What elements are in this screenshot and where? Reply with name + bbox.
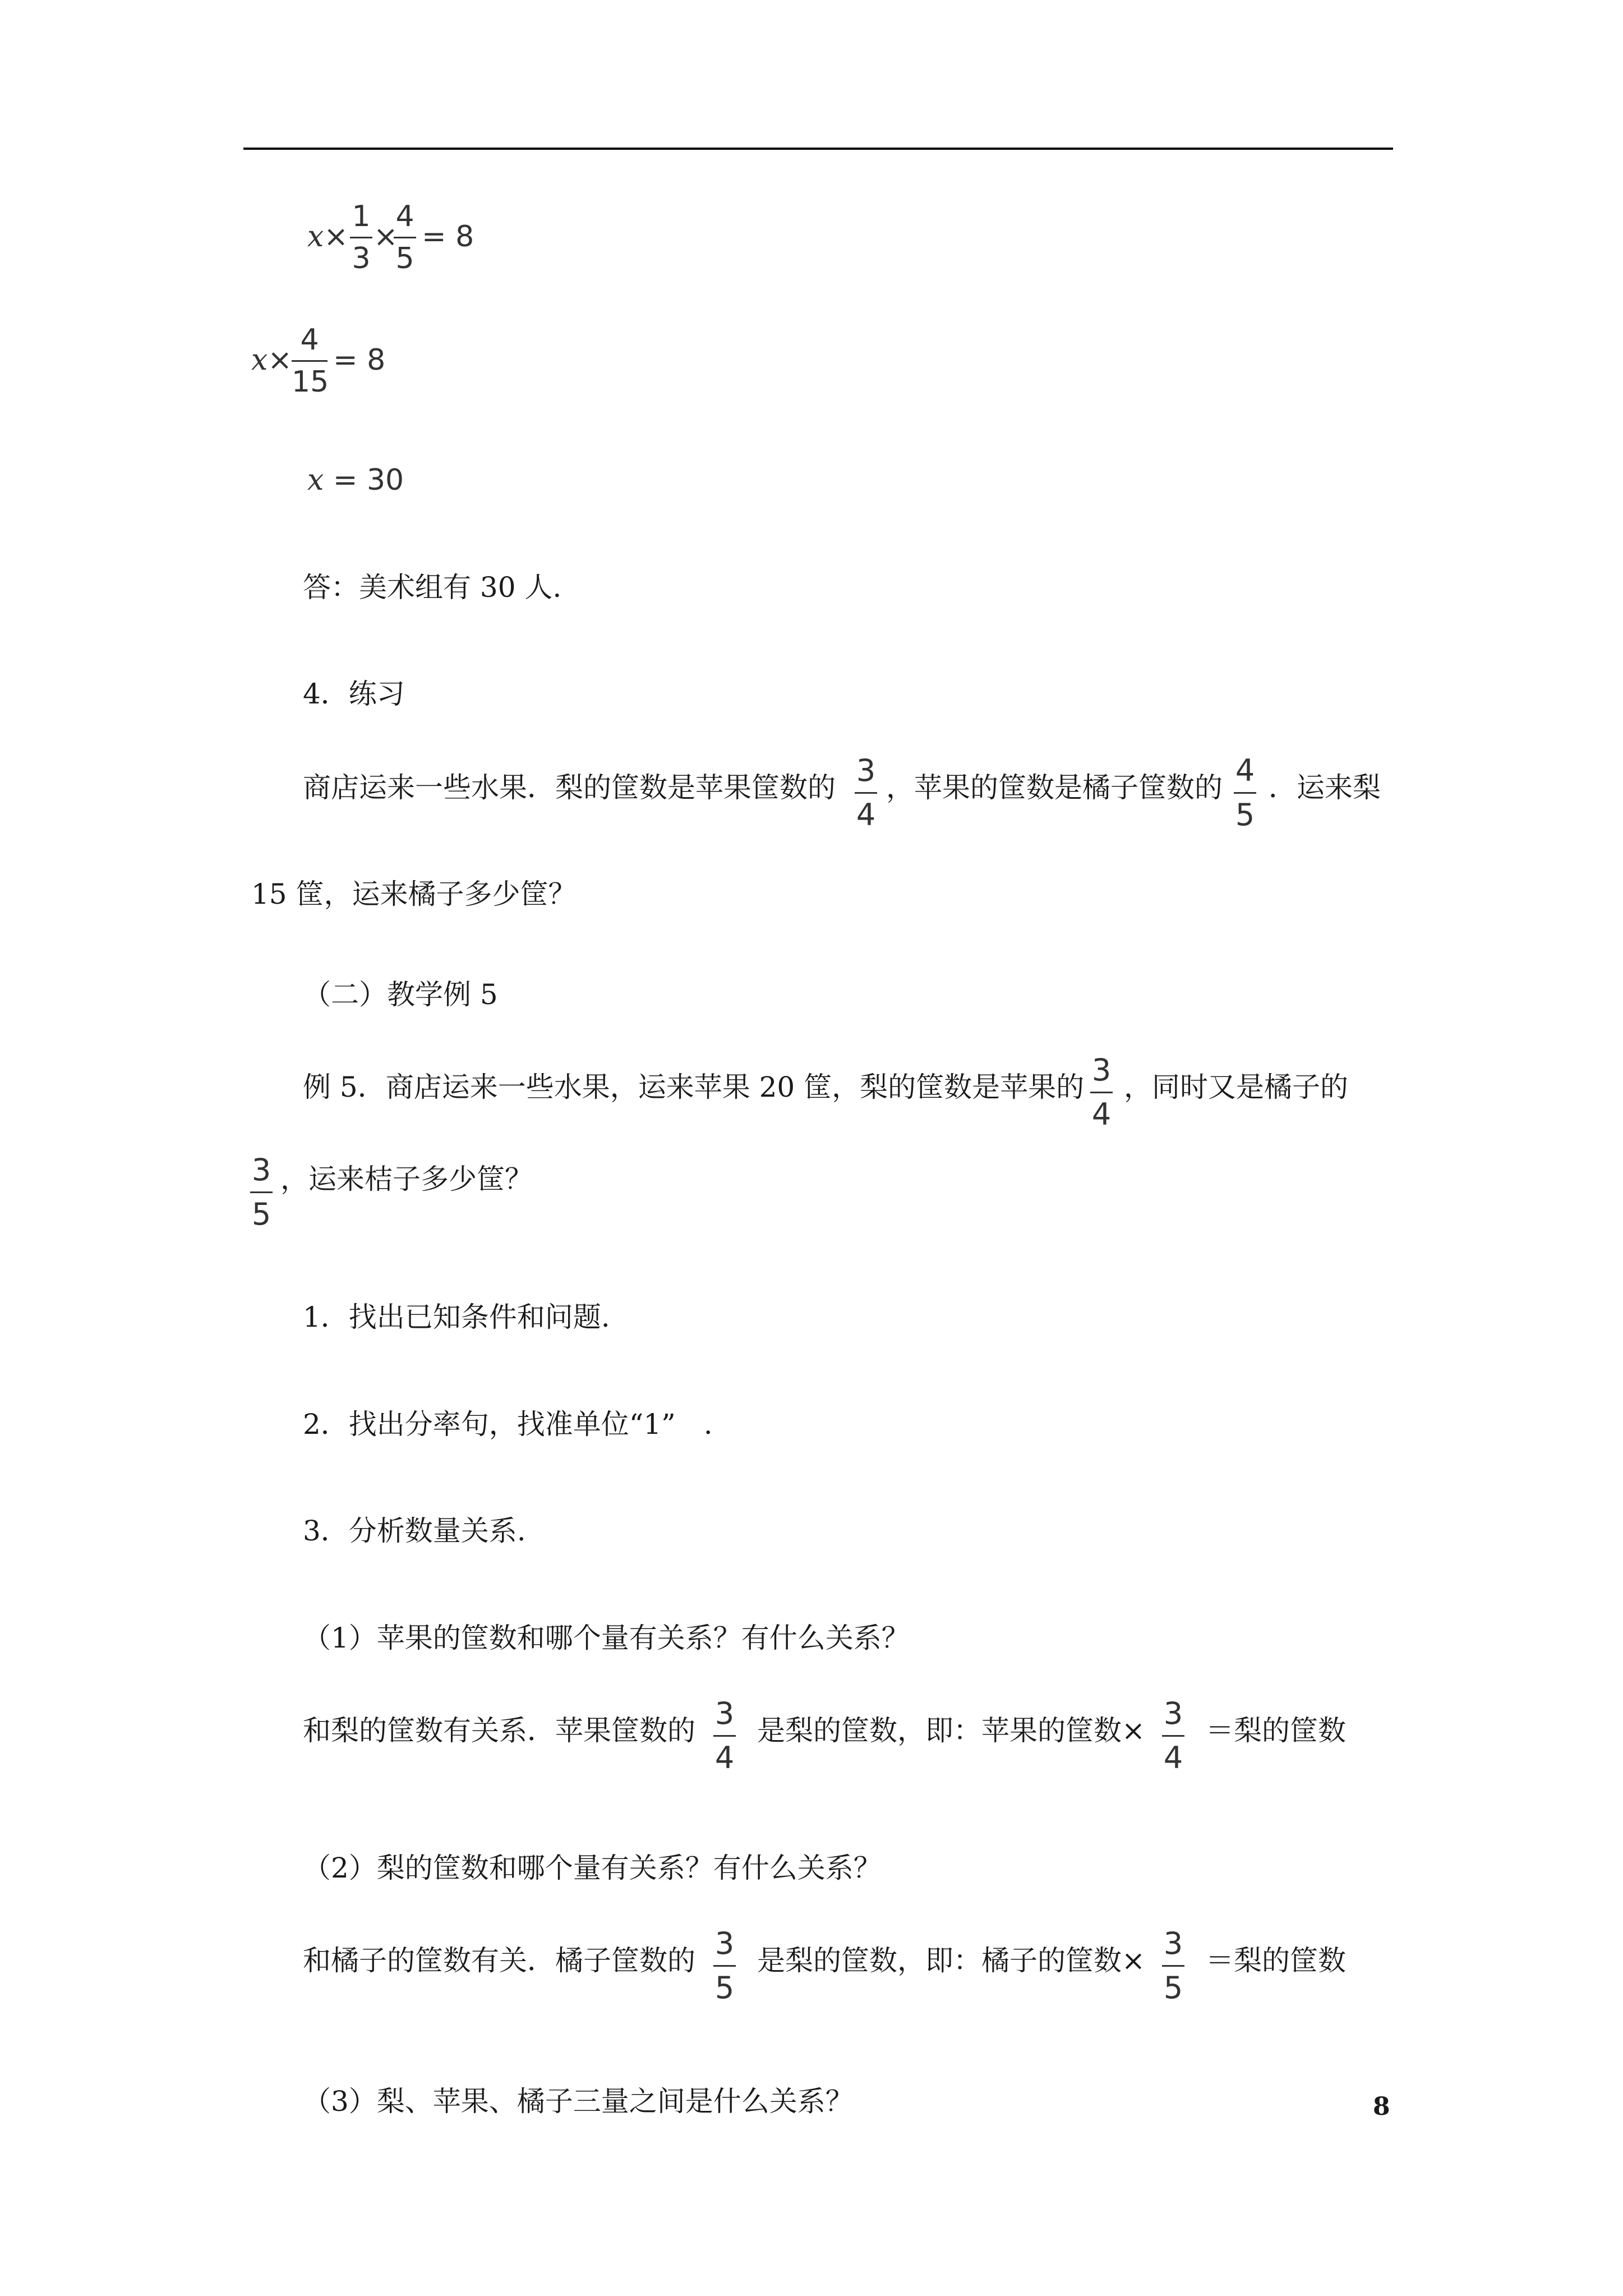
question-1: （1）苹果的筐数和哪个量有关系？有什么关系？ — [303, 1622, 910, 1654]
eq1-f1-numerator: 1 — [352, 200, 371, 233]
eq1-rhs-wrap — [422, 220, 474, 254]
a1-f2-denominator: 4 — [1163, 1740, 1183, 1775]
eq1-f1-denominator: 3 — [352, 242, 371, 275]
practice-line1-c: ．运来梨 — [1269, 771, 1381, 804]
practice-fraction-1 — [852, 753, 879, 833]
practice-line2: 15 筐，运来橘子多少筐？ — [251, 878, 577, 910]
section2-heading: （二）教学例 5 — [303, 978, 498, 1011]
step-1: 1．找出已知条件和问题. — [303, 1301, 610, 1333]
answer-2-b: 是梨的筐数，即：橘子的筐数× — [757, 1944, 1145, 1977]
a2-f1-numerator: 3 — [714, 1926, 735, 1961]
eq1-f2-numerator: 4 — [395, 200, 414, 233]
eq1-fraction-2 — [394, 200, 416, 275]
answer-1-fraction-1 — [711, 1696, 738, 1776]
answer-1-c: ＝梨的筐数 — [1206, 1714, 1346, 1747]
question-3: （3）梨、苹果、橘子三量之间是什么关系？ — [303, 2085, 854, 2118]
equation-1 — [307, 220, 348, 254]
eq3-rhs: = 30 — [333, 463, 404, 497]
page-number: 8 — [1373, 2092, 1390, 2121]
example-f2-denominator: 5 — [251, 1197, 271, 1232]
eq1-f2-denominator: 5 — [395, 242, 414, 275]
eq1-variable: x — [307, 220, 324, 254]
practice-f2-numerator: 4 — [1235, 753, 1255, 788]
a1-f2-numerator: 3 — [1163, 1696, 1183, 1731]
eq2-fraction — [292, 323, 328, 399]
eq2-variable: x — [251, 343, 268, 377]
eq2-times: × — [268, 343, 292, 377]
step-3: 3．分析数量关系. — [303, 1515, 526, 1547]
header-rule — [243, 148, 1393, 150]
a1-f1-denominator: 4 — [714, 1740, 735, 1775]
example-fraction-1 — [1088, 1052, 1115, 1133]
a2-f2-denominator: 5 — [1163, 1970, 1183, 2005]
answer-2-fraction-2 — [1160, 1926, 1187, 2006]
eq2-rhs: = 8 — [333, 343, 386, 377]
answer-2-c: ＝梨的筐数 — [1206, 1944, 1346, 1977]
step-2: 2．找出分率句，找准单位“1” . — [303, 1408, 713, 1441]
practice-f1-denominator: 4 — [856, 797, 876, 832]
equation-3 — [307, 463, 404, 497]
a1-f1-numerator: 3 — [714, 1696, 735, 1731]
answer-2-fraction-1 — [711, 1926, 738, 2006]
answer-2-a: 和橘子的筐数有关．橘子筐数的 — [303, 1944, 695, 1977]
answer-1-a: 和梨的筐数有关系．苹果筐数的 — [303, 1714, 695, 1747]
eq1-rhs: = 8 — [422, 220, 474, 254]
answer-1-b: 是梨的筐数，即：苹果的筐数× — [757, 1714, 1145, 1747]
example-f1-denominator: 4 — [1091, 1097, 1112, 1132]
a2-f1-denominator: 5 — [714, 1970, 735, 2005]
example-line-a: 例 5．商店运来一些水果，运来苹果 20 筐，梨的筐数是苹果的 — [303, 1071, 1085, 1103]
example-fraction-2 — [248, 1152, 275, 1232]
example-line-b: ，同时又是橘子的 — [1124, 1071, 1348, 1103]
answer-1-fraction-2 — [1160, 1696, 1187, 1776]
eq2-numerator: 4 — [300, 323, 319, 357]
eq1-fraction-1 — [350, 200, 372, 275]
practice-f1-numerator: 3 — [856, 753, 876, 788]
equation-2 — [251, 343, 292, 377]
eq2-rhs-wrap — [333, 343, 385, 377]
example-f1-numerator: 3 — [1091, 1052, 1112, 1088]
example-f2-numerator: 3 — [251, 1152, 271, 1188]
practice-line1-a: 商店运来一些水果．梨的筐数是苹果筐数的 — [303, 771, 836, 804]
practice-fraction-2 — [1232, 753, 1258, 833]
answer-line: 答：美术组有 30 人. — [303, 571, 562, 604]
eq1-times-1: × — [324, 220, 348, 254]
a2-f2-numerator: 3 — [1163, 1926, 1183, 1961]
eq2-denominator: 15 — [292, 365, 329, 399]
eq1-times-2: × — [374, 220, 398, 254]
practice-heading: 4．练习 — [303, 678, 405, 710]
eq3-variable: x — [307, 463, 324, 497]
practice-line1-b: ，苹果的筐数是橘子筐数的 — [886, 771, 1223, 804]
example-line-c: ，运来桔子多少筐？ — [280, 1163, 533, 1195]
question-2: （2）梨的筐数和哪个量有关系？有什么关系？ — [303, 1852, 882, 1884]
practice-f2-denominator: 5 — [1235, 797, 1255, 832]
